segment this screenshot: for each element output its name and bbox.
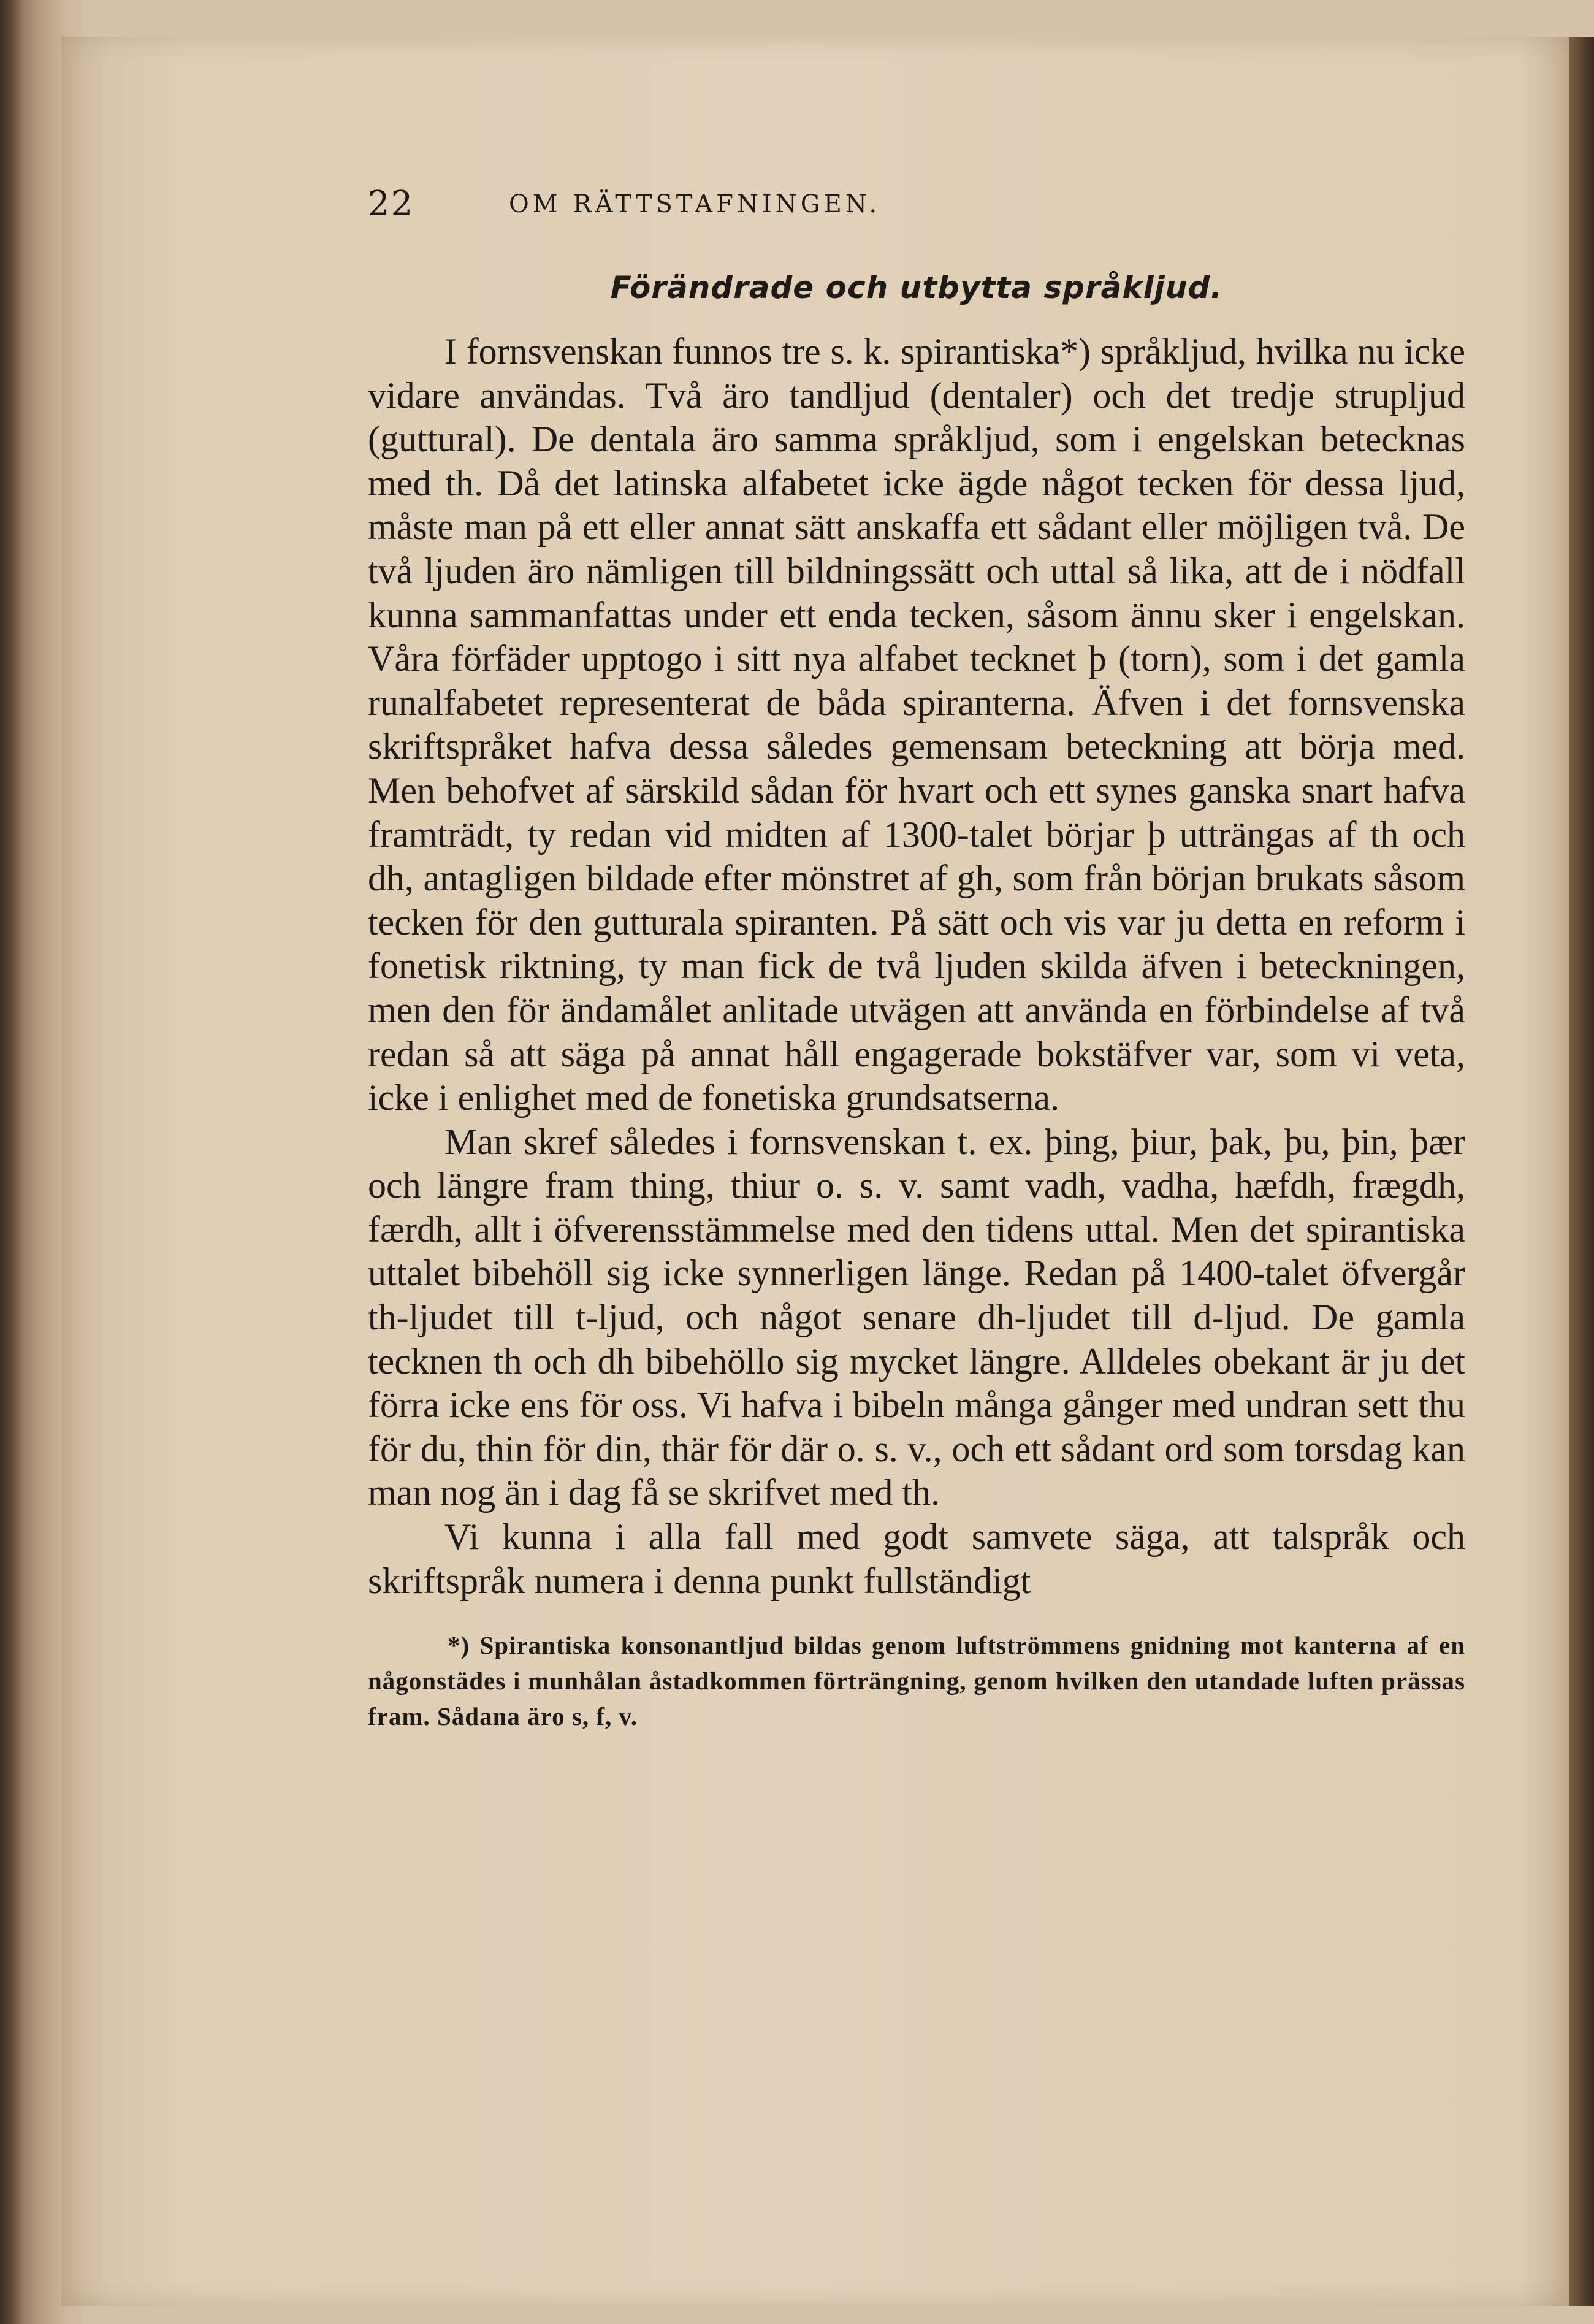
running-title: OM RÄTTSTAFNINGEN. [509, 190, 881, 218]
section-heading: Förändrade och utbytta språkljud. [610, 270, 1223, 305]
footnote [368, 1627, 1465, 1734]
page-content [368, 184, 1465, 1734]
footnote-text: *) Spirantiska konsonantljud bildas genom luftströmmens gnidning mot kanterna af en någonstädes i munhålan åstadkommen förträngning, genom hvilken den utandade luften prässas fram. Sådana äro s, f, v. [368, 1631, 1465, 1731]
paragraph-1: I fornsvenskan funnos tre s. k. spirantiska*) språkljud, hvilka nu icke vidare användas. Två äro tandljud (dentaler) och det tredje strupljud (guttural). De dentala äro samma språkljud, som i engelskan betecknas med th. Då det latinska alfabetet icke ägde något tecken för dessa ljud, måste man på ett eller annat sätt anskaffa ett sådant eller möjligen två. De två ljuden äro nämligen till bildningssätt och uttal så lika, att de i nödfall kunna sammanfattas under ett enda tecken, såsom ännu sker i engelskan. Våra förfäder upptogo i sitt nya alfabet tecknet þ (torn), som i det gamla runalfabetet representerat de båda spiranterna. Äfven i det fornsvenska skriftspråket hafva dessa således gemensam beteckning att börja med. Men behofvet af särskild sådan för hvart och ett synes ganska snart hafva framträdt, ty redan vid midten af 1300-talet börjar þ utträngas af th och dh, antagligen bildade efter mönstret af gh, som från början brukats såsom tecken för den gutturala spiranten. På sätt och vis var ju detta en reform i fonetisk riktning, ty man fick de två ljuden skilda äfven i beteckningen, men den för ändamålet anlitade utvägen att använda en förbindelse af två redan så att säga på annat håll engagerade bokstäfver var, som vi veta, icke i enlighet med de fonetiska grundsatserna. [368, 331, 1465, 1118]
page-number: 22 [368, 184, 414, 224]
paragraph-2: Man skref således i fornsvenskan t. ex. þing, þiur, þak, þu, þin, þær och längre fram thing, thiur o. s. v. samt vadh, vadha, hæfdh, frægdh, færdh, allt i öfverensstämmelse med den tidens uttal. Men det spirantiska uttalet bibehöll sig icke synnerligen länge. Redan på 1400-talet öfvergår th-ljudet till t-ljud, och något senare dh-ljudet till d-ljud. De gamla tecknen th och dh bibehöllo sig mycket längre. Alldeles obekant är ju det förra icke ens för oss. Vi hafva i bibeln många gånger med undran sett thu för du, thin för din, thär för där o. s. v., och ett sådant ord som torsdag kan man nog än i dag få se skrifvet med th. [368, 1121, 1465, 1513]
running-head [368, 184, 1465, 239]
paragraph-3: Vi kunna i alla fall med godt samvete säga, att talspråk och skriftspråk numera i denna punkt fullständigt [368, 1516, 1465, 1601]
body-text [368, 330, 1465, 1603]
page-right-edge [1569, 37, 1594, 2306]
